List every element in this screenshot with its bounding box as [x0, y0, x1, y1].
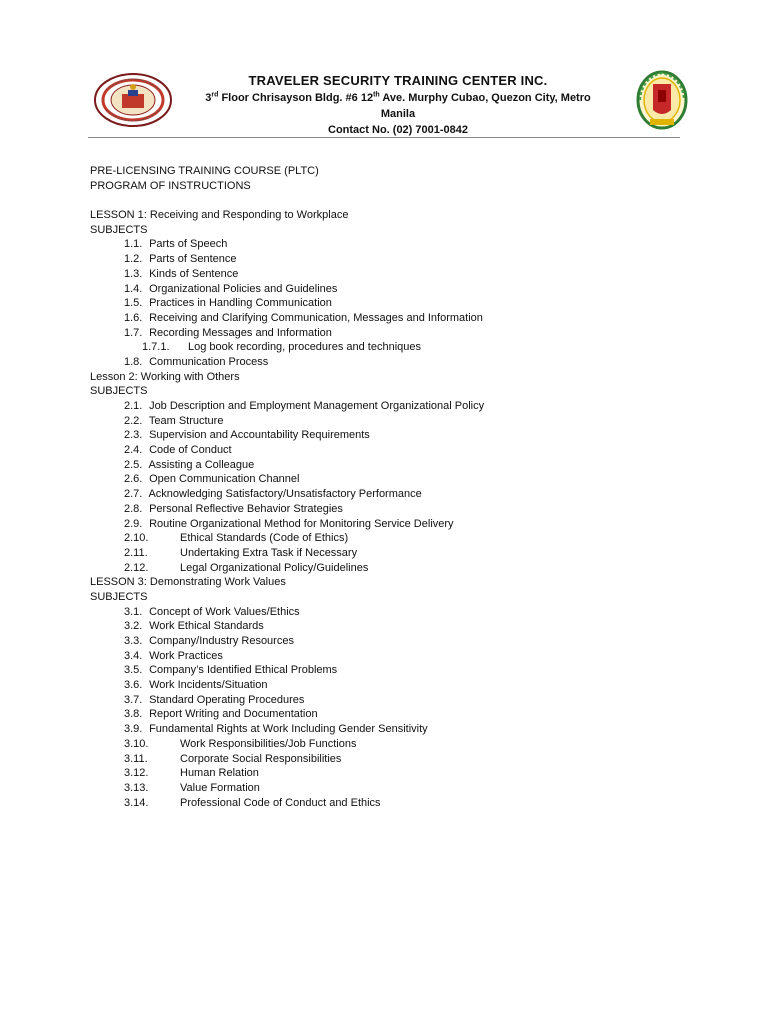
list-item	[90, 340, 690, 355]
item-number: 2.2.	[124, 414, 143, 427]
item-number: 3.14.	[124, 796, 149, 809]
company-name: TRAVELER SECURITY TRAINING CENTER INC.	[248, 73, 548, 88]
list-item	[90, 326, 690, 341]
item-number: 2.1.	[124, 400, 143, 412]
subjects-label: SUBJECTS	[90, 385, 148, 398]
list-item	[90, 781, 690, 796]
item-number: 1.6.	[124, 311, 143, 324]
item-number: 2.4.	[124, 444, 143, 457]
subjects-label: SUBJECTS	[90, 590, 148, 603]
list-item	[90, 752, 690, 767]
item-number: 1.7.	[124, 326, 143, 339]
item-number: 1.3.	[124, 267, 143, 280]
item-number: 3.8.	[124, 708, 143, 721]
item-text: Ethical Standards (Code of Ethics)	[180, 532, 349, 545]
address-line-1: 3rd Floor Chrisayson Bldg. #6 12th Ave. Murphy Cubao, Quezon City, Metro	[205, 91, 591, 104]
list-item	[90, 649, 690, 664]
item-text: Assisting a Colleague	[148, 458, 255, 471]
list-item	[90, 663, 690, 678]
item-number: 1.5.	[124, 297, 143, 310]
list-item	[90, 619, 690, 634]
item-text: Concept of Work Values/Ethics	[149, 605, 300, 618]
item-number: 3.12.	[124, 767, 149, 780]
lesson-title: Lesson 2: Working with Others	[90, 370, 240, 383]
item-number: 3.1.	[124, 605, 143, 618]
list-item	[90, 282, 690, 297]
list-item	[90, 355, 690, 370]
item-text: Company’s Identified Ethical Problems	[149, 664, 338, 677]
item-number: 3.9.	[124, 723, 143, 736]
list-item	[90, 428, 690, 443]
list-item	[90, 693, 690, 708]
blank-line	[90, 193, 690, 208]
seal-logo	[92, 72, 174, 128]
item-number: 1.1.	[124, 238, 143, 251]
item-number: 2.5.	[124, 458, 143, 471]
item-text: Communication Process	[149, 355, 269, 368]
item-text: Practices in Handling Communication	[149, 297, 332, 310]
item-number: 3.5.	[124, 664, 143, 677]
item-number: 3.10.	[124, 737, 149, 750]
item-number: 3.2.	[124, 620, 143, 633]
item-text: Work Responsibilities/Job Functions	[180, 737, 357, 750]
program-document	[90, 164, 690, 810]
item-text: Company/Industry Resources	[149, 635, 294, 647]
list-item	[90, 678, 690, 693]
item-number: 2.10.	[124, 532, 149, 545]
list-item	[90, 707, 690, 722]
item-text: Job Description and Employment Management Organizational Policy	[149, 400, 485, 412]
item-number: 3.7.	[124, 693, 143, 706]
course-subtitle: PROGRAM OF INSTRUCTIONS	[90, 179, 251, 192]
item-text: Standard Operating Procedures	[149, 693, 305, 706]
item-text: Open Communication Channel	[149, 473, 300, 486]
address-line-2: Manila	[380, 108, 416, 120]
item-number: 2.11.	[124, 546, 148, 559]
item-text: Recording Messages and Information	[149, 326, 332, 339]
item-text: Supervision and Accountability Requirements	[149, 429, 370, 442]
list-item	[90, 414, 690, 429]
item-number: 1.4.	[124, 282, 143, 295]
lesson-title: LESSON 1: Receiving and Responding to Workplace	[90, 209, 349, 222]
item-number: 1.7.1.	[142, 341, 170, 354]
item-text: Routine Organizational Method for Monitoring Service Delivery	[149, 517, 454, 530]
list-item	[90, 796, 690, 811]
item-number: 2.8.	[124, 502, 143, 515]
list-item	[90, 634, 690, 649]
item-number: 3.6.	[124, 679, 143, 692]
item-number: 3.11.	[124, 752, 148, 765]
item-text: Organizational Policies and Guidelines	[149, 282, 338, 295]
lesson-title: LESSON 3: Demonstrating Work Values	[90, 576, 286, 589]
item-text: Work Practices	[149, 649, 223, 662]
list-item	[90, 531, 690, 546]
item-text: Log book recording, procedures and techniques	[188, 341, 421, 354]
item-text: Parts of Speech	[149, 238, 228, 251]
item-text: Corporate Social Responsibilities	[180, 752, 342, 765]
list-item	[90, 311, 690, 326]
list-item	[90, 267, 690, 282]
item-number: 1.8.	[124, 355, 143, 368]
list-item	[90, 399, 690, 414]
list-item	[90, 296, 690, 311]
list-item	[90, 443, 690, 458]
item-text: Human Relation	[180, 767, 259, 780]
list-item	[90, 517, 690, 532]
list-item	[90, 766, 690, 781]
item-text: Fundamental Rights at Work Including Gender Sensitivity	[149, 723, 428, 736]
item-text: Value Formation	[180, 781, 260, 794]
item-text: Professional Code of Conduct and Ethics	[180, 796, 381, 809]
list-item	[90, 502, 690, 517]
list-item	[90, 487, 690, 502]
item-number: 1.2.	[124, 253, 143, 266]
list-item	[90, 252, 690, 267]
list-item	[90, 472, 690, 487]
letterhead	[88, 68, 680, 138]
item-number: 2.12.	[124, 561, 149, 574]
item-number: 3.4.	[124, 649, 143, 662]
item-text: Parts of Sentence	[149, 253, 237, 266]
list-item	[90, 561, 690, 576]
course-title: PRE-LICENSING TRAINING COURSE (PLTC)	[90, 165, 319, 177]
list-item	[90, 722, 690, 737]
item-text: Code of Conduct	[149, 444, 232, 457]
item-text: Report Writing and Documentation	[149, 708, 318, 721]
header-divider	[88, 137, 680, 138]
contact-number: Contact No. (02) 7001-0842	[328, 124, 468, 136]
letterhead-text	[188, 72, 608, 139]
item-number: 3.13.	[124, 781, 149, 794]
list-item	[90, 737, 690, 752]
item-text: Receiving and Clarifying Communication, Messages and Information	[149, 311, 483, 324]
item-number: 2.7.	[124, 488, 143, 501]
item-text: Personal Reflective Behavior Strategies	[149, 502, 343, 515]
item-text: Kinds of Sentence	[149, 267, 239, 280]
list-item	[90, 605, 690, 620]
list-item	[90, 237, 690, 252]
laurel-crest-logo	[636, 70, 688, 130]
item-text: Legal Organizational Policy/Guidelines	[180, 561, 369, 574]
item-number: 3.3.	[124, 635, 143, 647]
item-text: Team Structure	[148, 414, 224, 427]
item-number: 2.9.	[124, 517, 143, 530]
list-item	[90, 458, 690, 473]
subjects-label: SUBJECTS	[90, 223, 148, 236]
item-text: Work Ethical Standards	[149, 620, 264, 633]
item-number: 2.6.	[124, 473, 143, 486]
item-number: 2.3.	[124, 429, 143, 442]
item-text: Acknowledging Satisfactory/Unsatisfactory Performance	[148, 488, 422, 501]
item-text: Work Incidents/Situation	[149, 679, 268, 692]
item-text: Undertaking Extra Task if Necessary	[180, 546, 358, 559]
list-item	[90, 546, 690, 561]
